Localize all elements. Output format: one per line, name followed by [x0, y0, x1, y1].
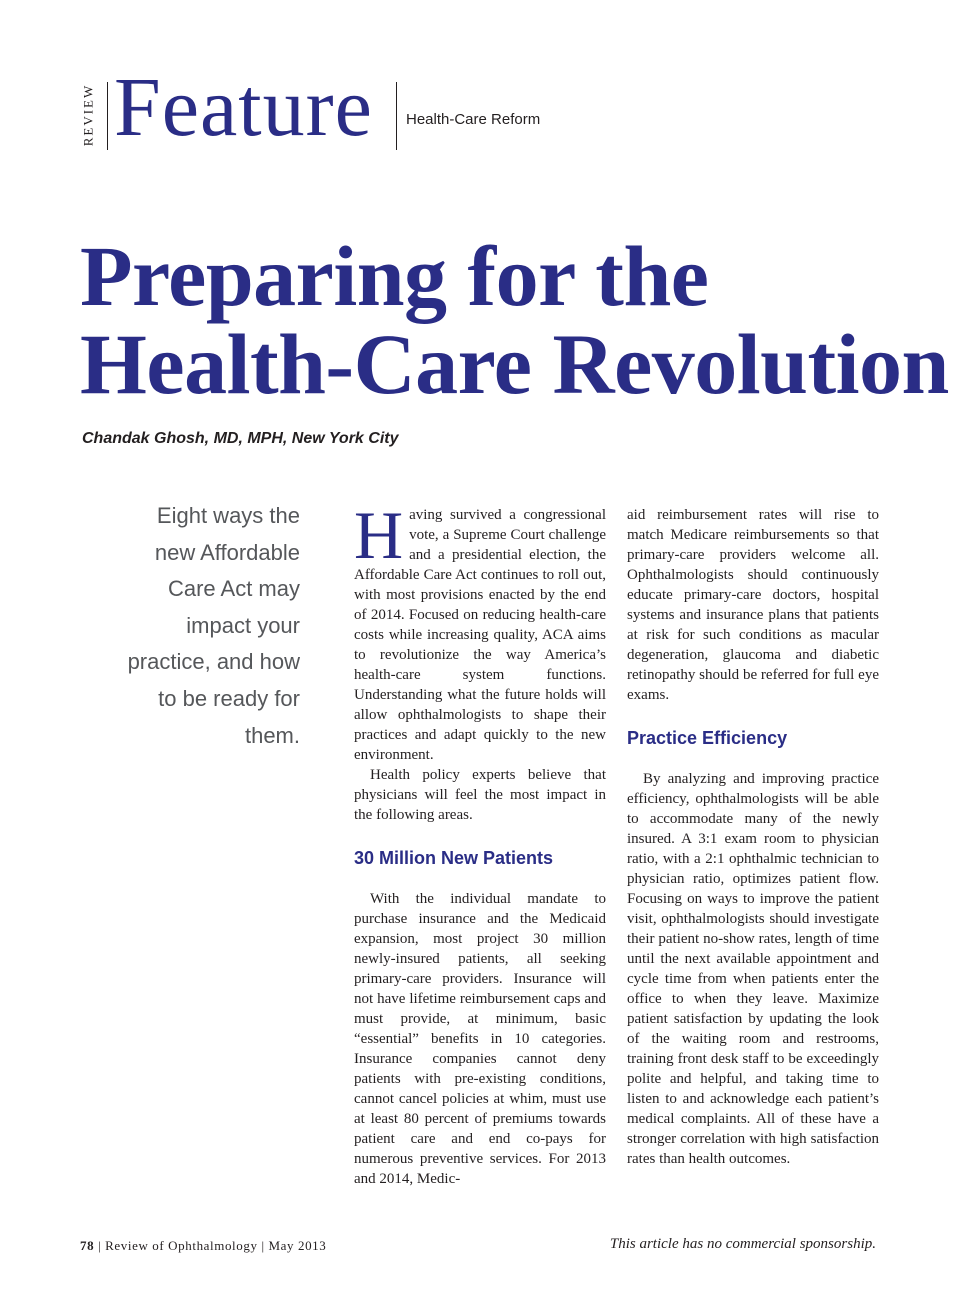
header-divider-right	[396, 82, 397, 150]
title-line-1: Preparing for the	[80, 228, 709, 324]
deck-line: practice, and how	[127, 649, 300, 675]
feature-heading: Feature	[114, 61, 373, 154]
publication-name: Review of Ophthalmology	[105, 1238, 258, 1253]
intro-paragraph	[354, 497, 606, 765]
vertical-review-label	[74, 80, 102, 150]
footer-separator: |	[261, 1238, 265, 1253]
article-title	[80, 228, 949, 412]
deck-line: to be ready for	[158, 685, 300, 711]
deck-line: Eight ways the	[156, 503, 300, 528]
body-paragraph: With the individual mandate to purchase insurance and the Medicaid expansion, most project 30 million newly-insured patients, all seeking primary-care providers. Insurance will not have lifetime reimbursement caps and must provide, at minimum, basic “essential” benefits in 10 categories. Insurance companies cannot deny patients with pre-existing conditions, cannot cancel policies at whim, must use at least 80 percent of premiums towards patient care and end co-pays for numerous preventive services. For 2013 and 2014, Medic-	[354, 891, 606, 1187]
deck-line: Care Act may	[167, 576, 300, 602]
body-paragraph: aid reimbursement rates will rise to match Medicare reimbursements so that primary-care providers welcome all. Ophthalmologists should continuously educate primary-care doctors, hospital systems and insurance plans that patients at risk for such conditions as macular degeneration, glaucoma and diabetic retinopathy should be referred for full eye exams.	[627, 507, 879, 703]
body-paragraph: By analyzing and improving practice efficiency, ophthalmologists will be able to accommodate many of the newly insured. A 3:1 exam room to physician ratio, with a 2:1 ophthalmic technician to physician ratio, optimizes patient flow. Focusing on ways to improve the patient visit, ophthalmologists should investigate their patient no-show rates, length of time until the next available appointment and cycle time from when patients enter the office to when they leave. Maximize patient satisfaction by updating the look of the waiting room and restrooms, training front desk staff to be exceedingly polite and helpful, and taking time to listen to and acknowledge each patient’s medical complaints. All of these have a stronger correlation with high satisfaction rates than health outcomes.	[627, 771, 879, 1167]
body-column-1	[354, 497, 606, 1189]
deck-line: impact your	[186, 612, 300, 638]
section-label: Health-Care Reform	[406, 111, 541, 128]
header-divider-left	[107, 82, 108, 150]
drop-cap: H	[354, 497, 404, 573]
footer-separator: |	[98, 1238, 102, 1253]
intro-text: aving survived a congressional vote, a Supreme Court challenge and a presidential election, the Affordable Care Act continues to roll out, with most provisions enacted by the end of 2014. Focused on reducing health-care costs while increasing quality, ACA aims to revolutionize the way America’s health-care system functions. Understanding what the future holds will allow ophthalmologists to shape their practices and adapt quickly to the new environment.	[354, 507, 606, 763]
body-paragraph: Health policy experts believe that physicians will feel the most impact in the following areas.	[354, 767, 606, 823]
footer-folio	[80, 1238, 326, 1254]
subheading-new-patients: 30 Million New Patients	[354, 848, 554, 868]
sponsorship-disclaimer: This article has no commercial sponsorship.	[609, 1236, 876, 1252]
body-column-2	[627, 505, 879, 1169]
review-label-text: REVIEW	[80, 83, 96, 147]
page-number: 78	[80, 1238, 95, 1253]
pull-quote	[110, 498, 300, 754]
deck-line: new Affordable	[154, 539, 300, 565]
issue-date: May 2013	[268, 1238, 327, 1253]
byline: Chandak Ghosh, MD, MPH, New York City	[82, 430, 399, 447]
subheading-practice-efficiency: Practice Efficiency	[627, 728, 788, 748]
title-line-2: Health-Care Revolution	[80, 316, 949, 412]
deck-line: them.	[244, 722, 300, 748]
